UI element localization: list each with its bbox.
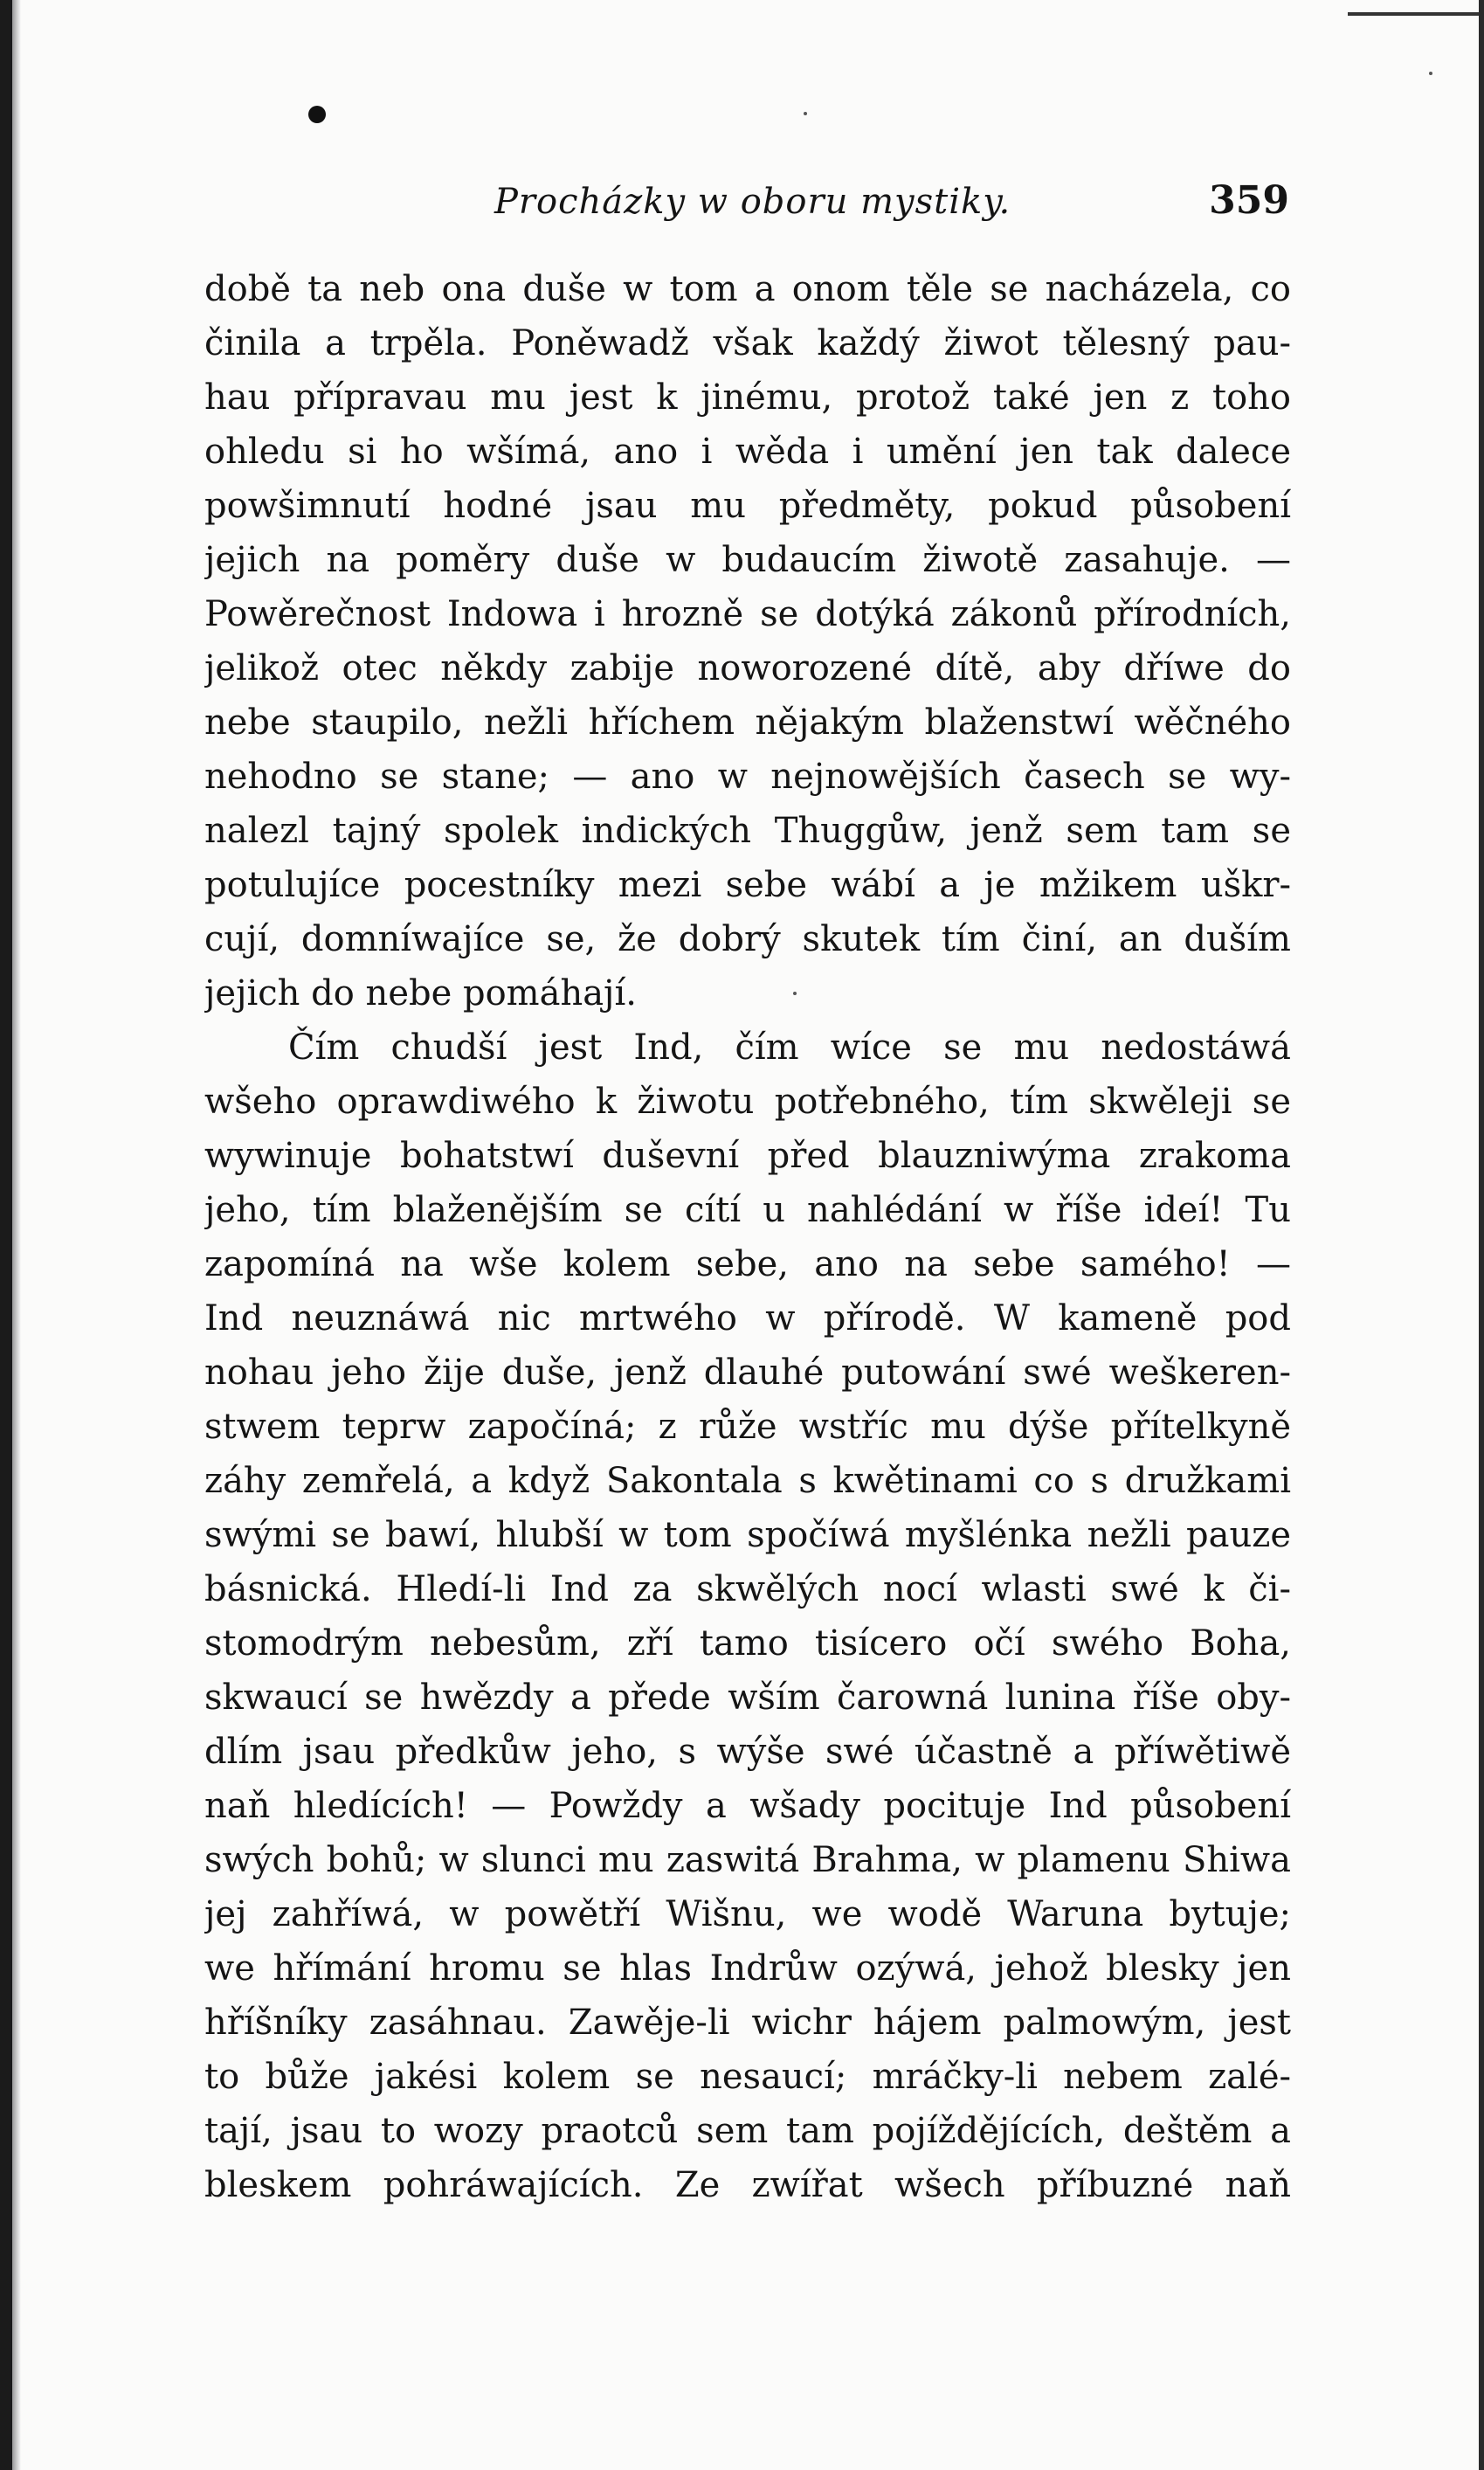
text-line: nebe staupilo, nežli hříchem nějakým blaženstwí wěčného — [204, 702, 1291, 743]
text-line: jejich na poměry duše w budaucím žiwotě zasahuje. — — [204, 540, 1291, 580]
text-line: wywinuje bohatstwí duševní před blauzniwýma zrakoma — [204, 1136, 1291, 1176]
text-line: nehodno se stane; — ano w nejnowějších časech se wy- — [204, 757, 1291, 797]
ink-speck — [1429, 72, 1432, 75]
text-line: jejich do nebe pomáhají. — [204, 973, 637, 1014]
ink-speck — [804, 112, 807, 115]
text-line: wšeho oprawdiwého k žiwotu potřebného, tím skwěleji se — [204, 1082, 1291, 1122]
text-line: Čím chudší jest Ind, čím wíce se mu nedostáwá — [288, 1027, 1291, 1068]
text-line: básnická. Hledí-li Ind za skwělých nocí wlasti swé k či- — [204, 1569, 1291, 1609]
text-line: jeho, tím blaženějším se cítí u nahlédání w říše ideí! Tu — [204, 1190, 1291, 1230]
page-number: 359 — [1209, 178, 1289, 223]
text-line: bleskem pohráwajících. Ze zwířat wšech příbuzné naň — [204, 2165, 1291, 2205]
paragraph-2 — [204, 1021, 1291, 2212]
scan-top-rule — [1348, 12, 1479, 16]
text-line: jej zahříwá, w powětří Wišnu, we wodě Waruna bytuje; — [204, 1894, 1291, 1934]
text-line: jelikož otec někdy zabije noworozené dítě, aby dříwe do — [204, 648, 1291, 688]
text-line: Powěrečnost Indowa i hrozně se dotýká zákonů přírodních, — [204, 594, 1291, 634]
text-line: stwem teprw započíná; z růže wstříc mu dýše přítelkyně — [204, 1407, 1291, 1447]
page-header — [206, 175, 1289, 236]
text-line: nohau jeho žije duše, jenž dlauhé putowání swé weškeren- — [204, 1353, 1291, 1393]
text-line: hříšníky zasáhnau. Zawěje-li wichr hájem palmowým, jest — [204, 2003, 1291, 2043]
scan-right-edge — [1479, 0, 1484, 2470]
ink-dot — [308, 106, 326, 123]
body-text — [204, 262, 1291, 2212]
text-line: hau přípravau mu jest k jinému, protož také jen z toho — [204, 377, 1291, 418]
text-line: zapomíná na wše kolem sebe, ano na sebe samého! — — [204, 1244, 1291, 1284]
text-line: činila a trpěla. Poněwadž však každý žiwot tělesný pau- — [204, 323, 1291, 363]
text-line: cují, domníwajíce se, že dobrý skutek tím činí, an duším — [204, 919, 1291, 959]
text-line: dlím jsau předkůw jeho, s wýše swé účastně a příwětiwě — [204, 1732, 1291, 1772]
text-line: swými se bawí, hlubší w tom spočíwá myšlénka nežli pauze — [204, 1515, 1291, 1555]
text-line: době ta neb ona duše w tom a onom těle se nacházela, co — [204, 269, 1291, 309]
text-line: skwaucí se hwězdy a přede wším čarowná lunina říše oby- — [204, 1678, 1291, 1718]
text-line: tají, jsau to wozy praotců sem tam pojíždějících, deštěm a — [204, 2111, 1291, 2151]
text-line: naň hledících! — Powždy a wšady pocituje Ind působení — [204, 1786, 1291, 1826]
scan-left-shadow — [12, 0, 21, 2470]
text-line: swých bohů; w slunci mu zaswitá Brahma, w plamenu Shiwa — [204, 1840, 1291, 1880]
text-line: we hřímání hromu se hlas Indrůw ozýwá, jehož blesky jen — [204, 1948, 1291, 1989]
text-line: Ind neuznáwá nic mrtwého w přírodě. W kameně pod — [204, 1298, 1291, 1339]
running-title: Procházky w oboru mystiky. — [494, 182, 1011, 222]
paragraph-1 — [204, 262, 1291, 1021]
text-line: nalezl tajný spolek indických Thuggůw, jenž sem tam se — [204, 811, 1291, 851]
text-line: powšimnutí hodné jsau mu předměty, pokud působení — [204, 486, 1291, 526]
scan-left-edge — [0, 0, 12, 2470]
text-line: záhy zemřelá, a když Sakontala s kwětinami co s družkami — [204, 1461, 1291, 1501]
text-line: stomodrým nebesům, zří tamo tisícero očí swého Boha, — [204, 1623, 1291, 1664]
text-line: potulujíce pocestníky mezi sebe wábí a je mžikem uškr- — [204, 865, 1291, 905]
text-line: ohledu si ho wšímá, ano i wěda i umění jen tak dalece — [204, 432, 1291, 472]
text-line: to bůže jakési kolem se nesaucí; mráčky-li nebem zalé- — [204, 2057, 1291, 2097]
